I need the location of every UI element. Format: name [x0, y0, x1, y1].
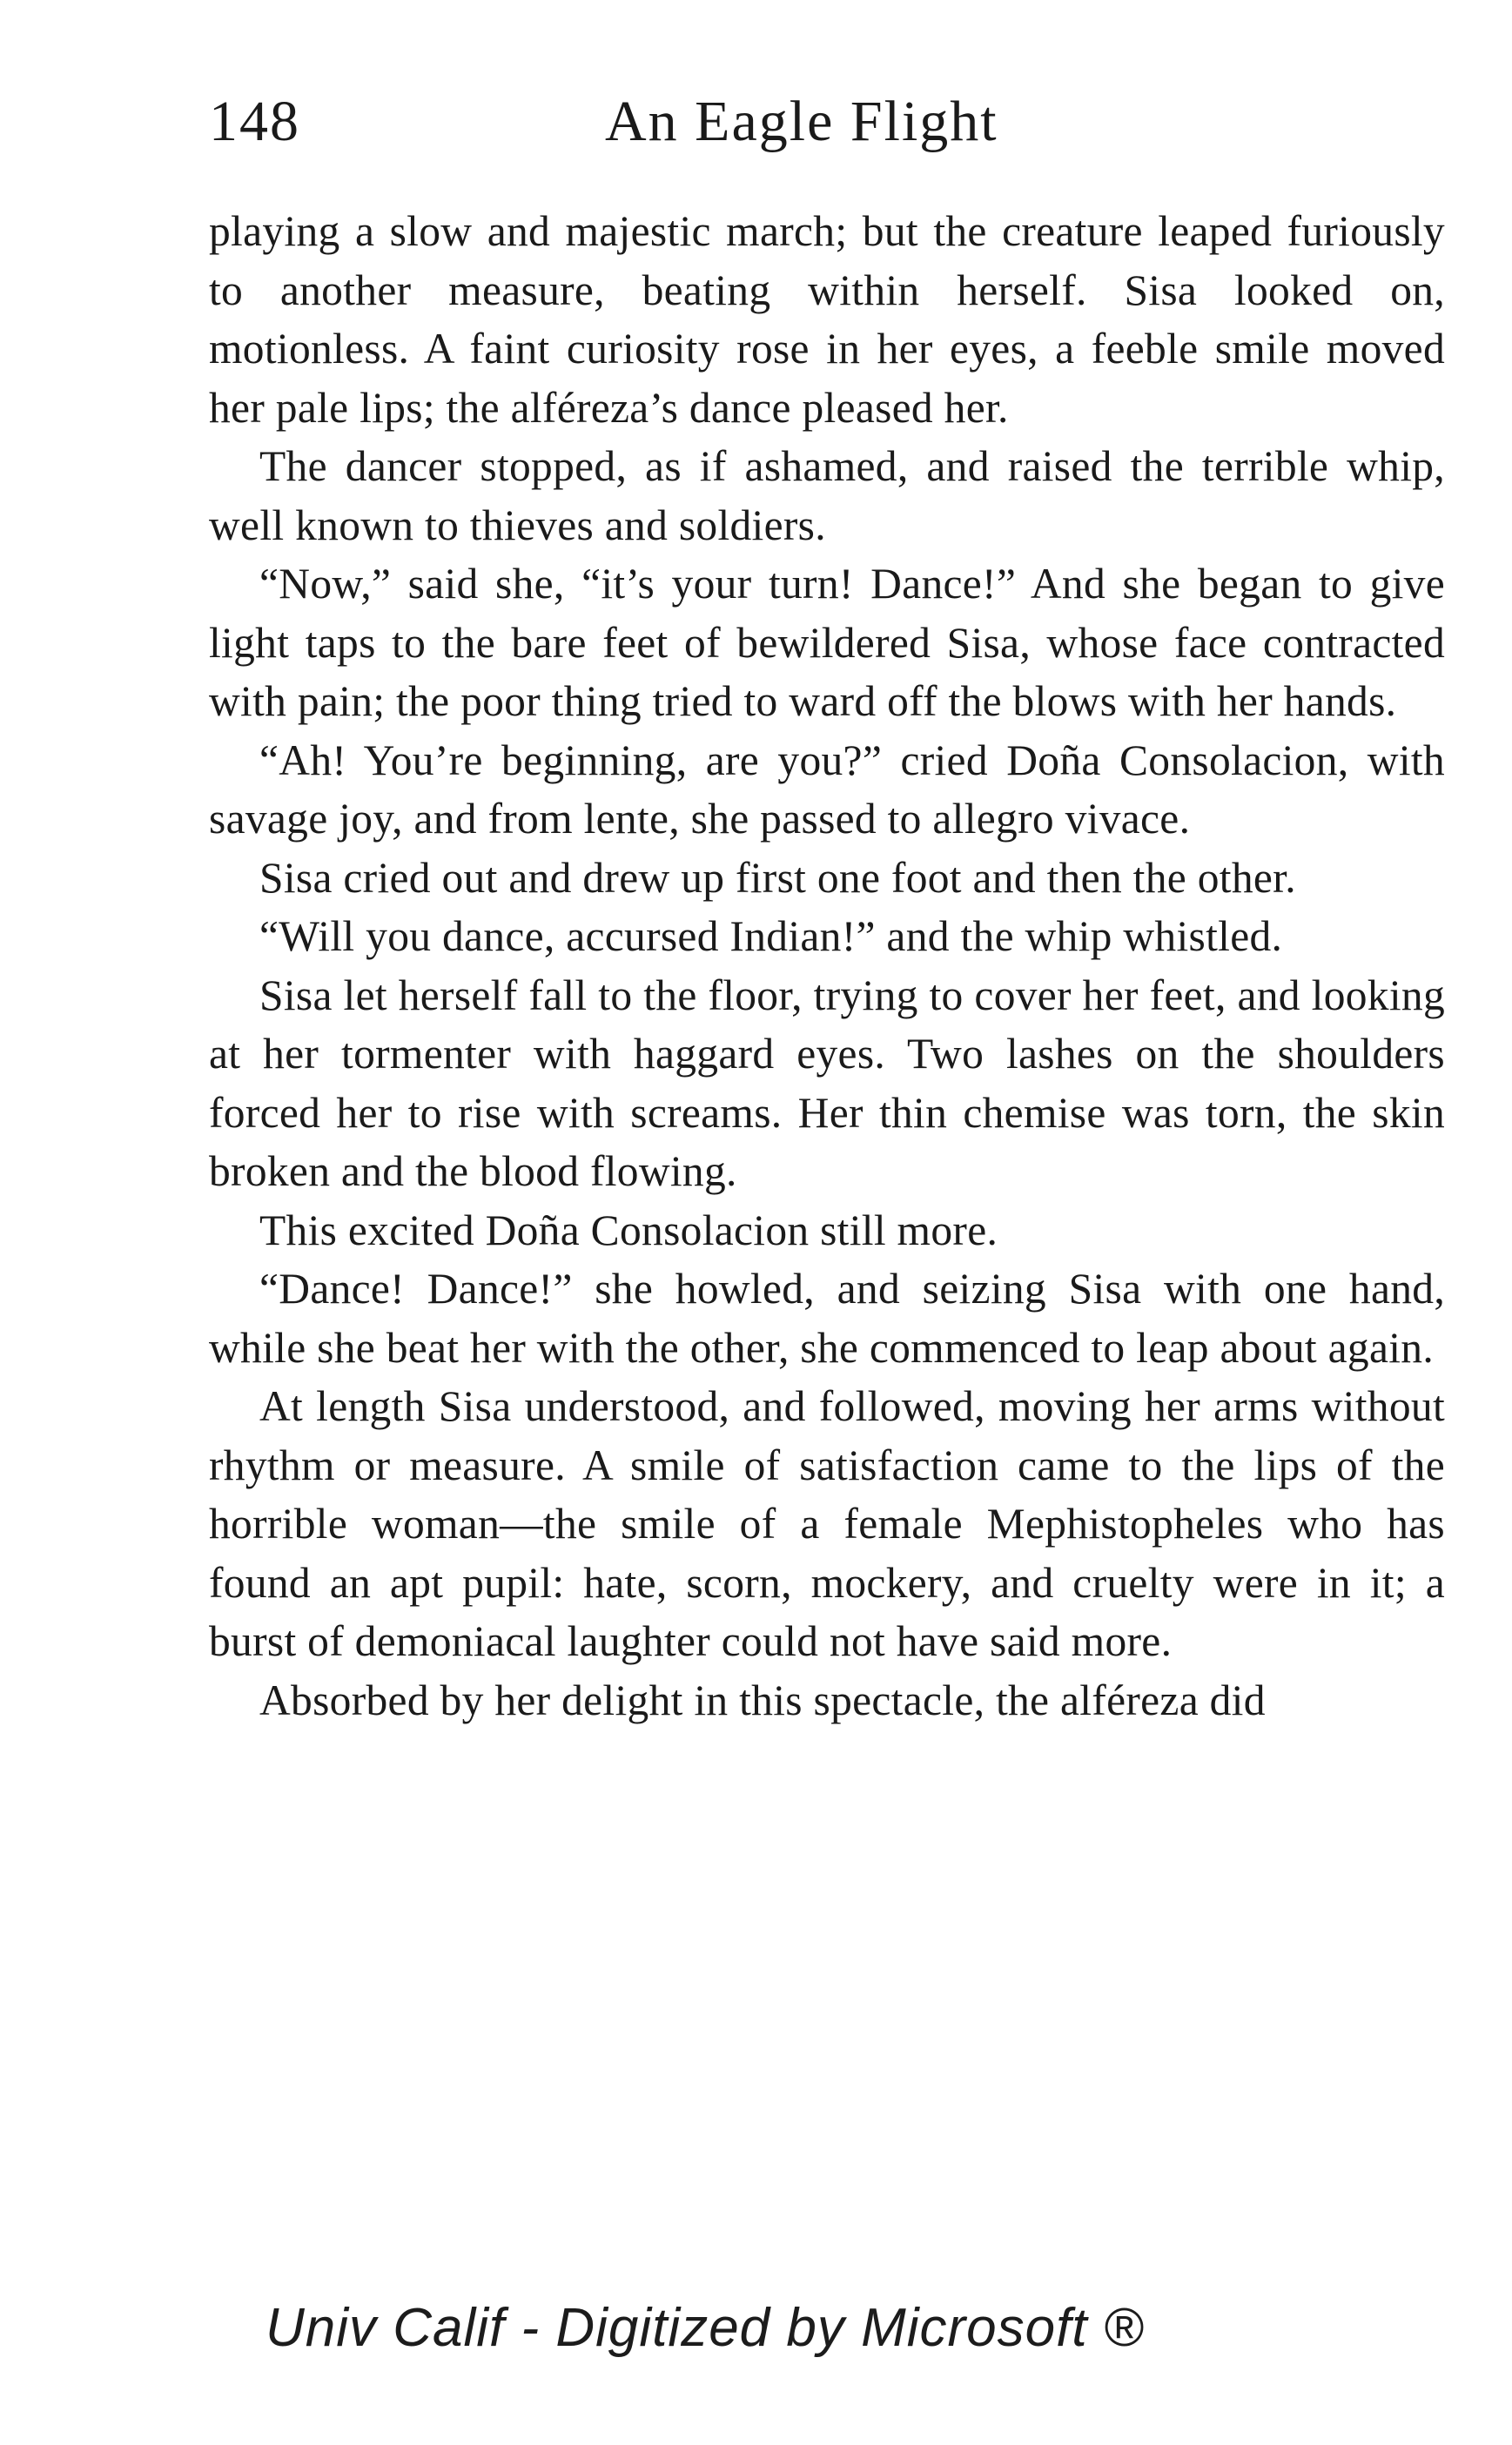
paragraph: “Dance! Dance!” she howled, and seizing Sisa with one hand, while she beat her with the other, she commenced to leap about again. — [209, 1265, 1445, 1372]
page-number: 148 — [209, 90, 300, 153]
paragraph: Sisa cried out and drew up first one foot and then the other. — [259, 853, 1296, 902]
paragraph-continued: playing a slow and majestic march; but the creature leaped furiously to another measure, beating within herself. Sisa looked on, motionless. A faint curiosity rose in her eyes, a feeble smile moved her pale lips; the alféreza’s dance pleased her. — [209, 207, 1445, 432]
running-head — [209, 83, 1445, 161]
paragraph: “Will you dance, accursed Indian!” and the whip whistled. — [259, 912, 1283, 960]
running-title: An Eagle Flight — [605, 90, 998, 153]
body-text — [209, 202, 1445, 1730]
paragraph: Sisa let herself fall to the floor, trying to cover her feet, and looking at her tormenter with haggard eyes. Two lashes on the shoulders forced her to rise with screams. Her thin chemise was torn, the skin broken and the blood flowing. — [209, 971, 1445, 1195]
paragraph: The dancer stopped, as if ashamed, and raised the terrible whip, well known to thieves and soldiers. — [209, 442, 1445, 549]
paragraph: At length Sisa understood, and followed, moving her arms without rhythm or measure. A smile of satisfaction came to the lips of the horrible woman—the smile of a female Mephistopheles who has found an apt pupil: hate, scorn, mockery, and cruelty were in it; a burst of demoniacal laughter could not have said more. — [209, 1382, 1445, 1665]
digitization-watermark: Univ Calif - Digitized by Microsoft ® — [265, 2298, 1145, 2358]
paragraph: “Ah! You’re beginning, are you?” cried Doña Consolacion, with savage joy, and from lente, she passed to allegro vivace. — [209, 736, 1445, 843]
paragraph-continues: Absorbed by her delight in this spectacle, the alféreza did — [259, 1676, 1266, 1724]
paragraph: “Now,” said she, “it’s your turn! Dance!” And she began to give light taps to the bare feet of bewildered Sisa, whose face contracted with pain; the poor thing tried to ward off the blows with her hands. — [209, 560, 1445, 725]
paragraph: This excited Doña Consolacion still more. — [259, 1206, 998, 1254]
